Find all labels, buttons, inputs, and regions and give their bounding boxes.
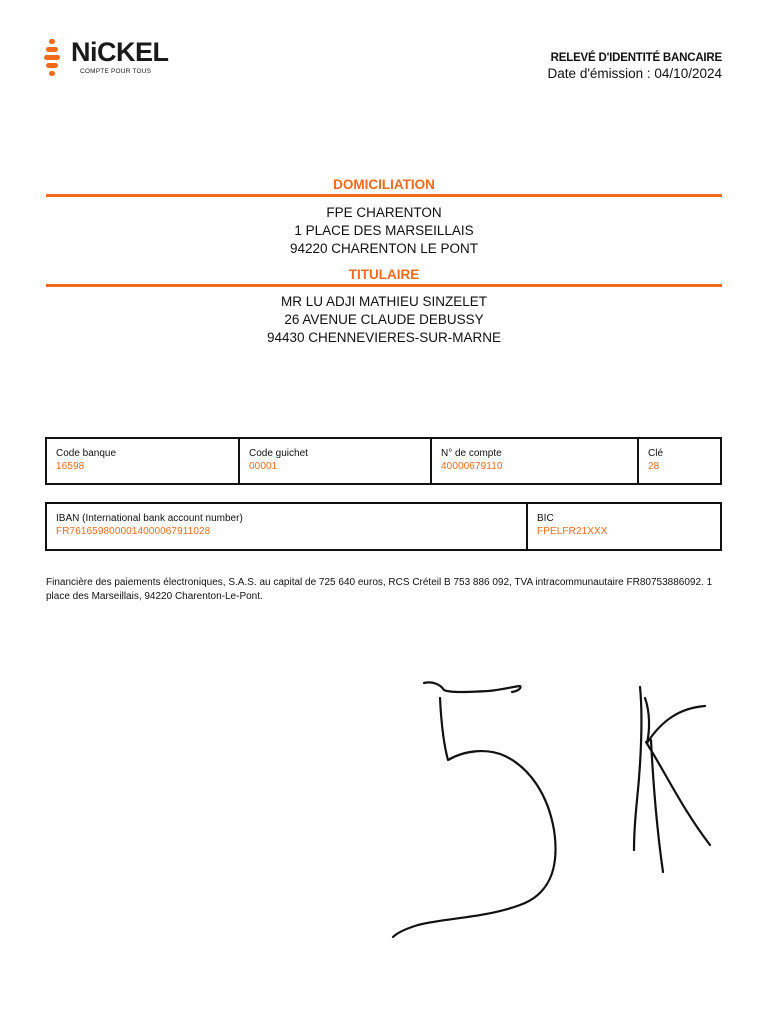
- titulaire-line-3: 94430 CHENNEVIERES-SUR-MARNE: [266, 330, 502, 345]
- numero-compte-label: N° de compte: [441, 448, 502, 459]
- titulaire-heading: TITULAIRE: [348, 267, 420, 282]
- numero-compte-value: 40000679110: [441, 461, 503, 472]
- brand-tagline: COMPTE POUR TOUS: [80, 68, 152, 75]
- code-banque-label: Code banque: [56, 448, 117, 459]
- iban-value: FR7616598000014000067911028: [56, 526, 211, 537]
- domiciliation-line-3: 94220 CHARENTON LE PONT: [289, 241, 479, 256]
- cle-label: Clé: [648, 448, 664, 459]
- legal-footer: Financière des paiements électroniques, S.A.S. au capital de 725 640 euros, RCS Créteil B 753 886 092, TVA intracommunautaire FR80753886092. 1 place des Marseillais, 94220 Charenton-Le-Pont.: [46, 577, 713, 602]
- issue-date: Date d'émission : 04/10/2024: [547, 66, 722, 81]
- titulaire-line-2: 26 AVENUE CLAUDE DEBUSSY: [284, 312, 484, 327]
- titulaire-line-1: MR LU ADJI MATHIEU SINZELET: [280, 294, 488, 309]
- domiciliation-line-2: 1 PLACE DES MARSEILLAIS: [294, 223, 474, 238]
- document-title: RELEVÉ D'IDENTITÉ BANCAIRE: [550, 52, 722, 64]
- bic-label: BIC: [537, 513, 554, 524]
- domiciliation-heading: DOMICILIATION: [333, 177, 435, 192]
- domiciliation-line-1: FPE CHARENTON: [326, 205, 442, 220]
- brand-name: NiCKEL: [71, 37, 169, 67]
- code-guichet-value: 00001: [249, 461, 278, 472]
- iban-label: IBAN (International bank account number): [56, 513, 243, 524]
- bic-value: FPELFR21XXX: [537, 526, 608, 537]
- code-guichet-label: Code guichet: [249, 448, 308, 459]
- cle-value: 28: [648, 461, 660, 472]
- code-banque-value: 16598: [56, 461, 85, 472]
